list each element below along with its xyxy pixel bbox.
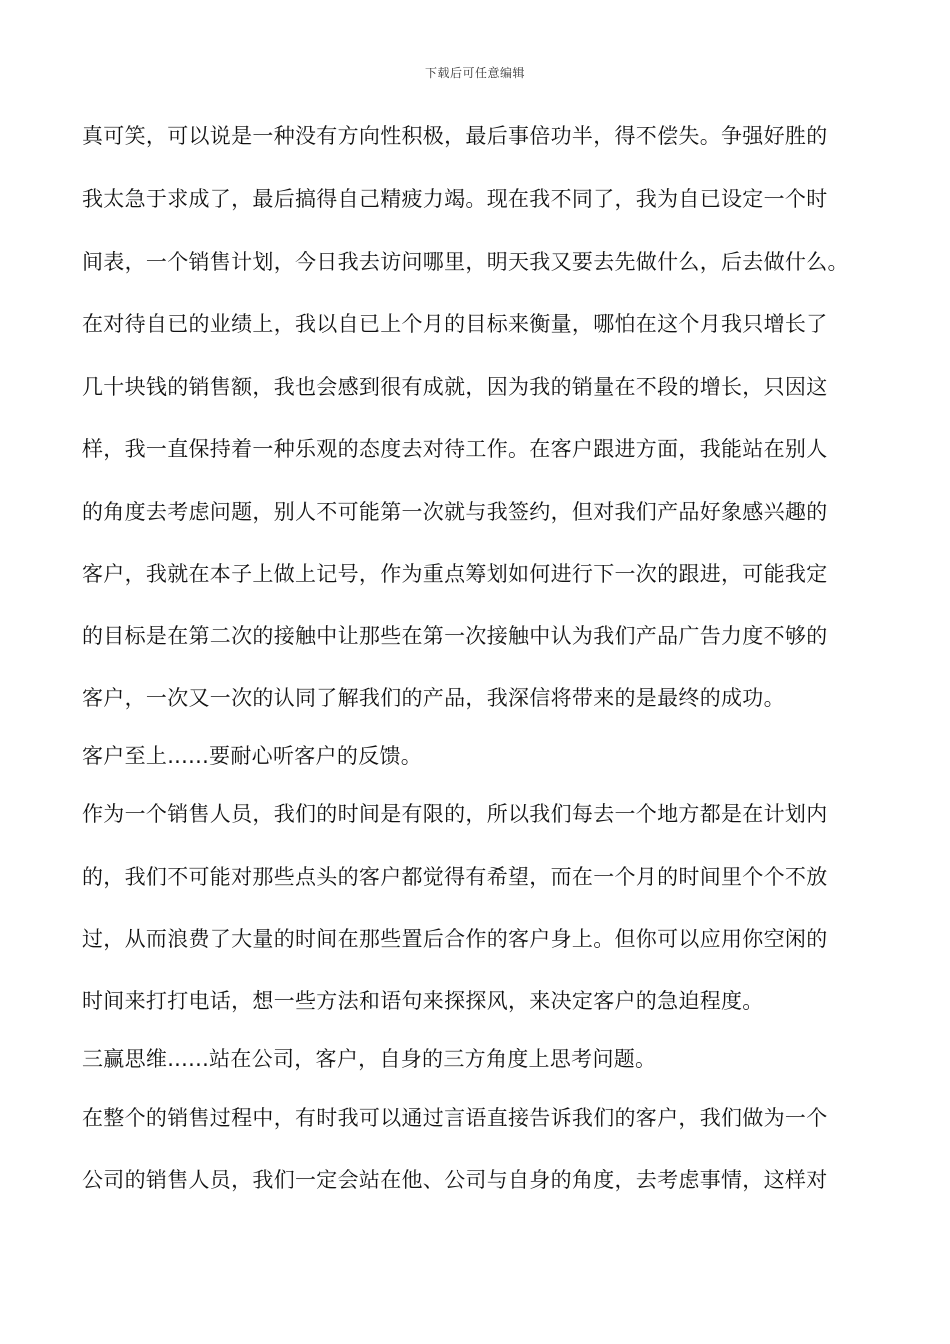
body-line: 公司的销售人员，我们一定会站在他、公司与自身的角度，去考虑事情，这样对 bbox=[82, 1168, 828, 1192]
body-line: 过，从而浪费了大量的时间在那些置后合作的客户身上。但你可以应用你空闲的 bbox=[82, 927, 828, 951]
body-line: 样，我一直保持着一种乐观的态度去对待工作。在客户跟进方面，我能站在别人 bbox=[82, 437, 828, 461]
body-line: 时间来打打电话，想一些方法和语句来探探风，来决定客户的急迫程度。 bbox=[82, 989, 764, 1013]
body-line: 我太急于求成了，最后搞得自己精疲力竭。现在我不同了，我为自已设定一个时 bbox=[82, 187, 828, 211]
body-line: 的目标是在第二次的接触中让那些在第一次接触中认为我们产品广告力度不够的 bbox=[82, 624, 828, 648]
body-line: 作为一个销售人员，我们的时间是有限的，所以我们每去一个地方都是在计划内 bbox=[82, 802, 828, 826]
body-line: 几十块钱的销售额，我也会感到很有成就，因为我的销量在不段的增长，只因这 bbox=[82, 375, 828, 399]
body-line: 间表，一个销售计划，今日我去访问哪里，明天我又要去先做什么，后去做什么。 bbox=[82, 250, 849, 274]
body-line: 客户，我就在本子上做上记号，作为重点筹划如何进行下一次的跟进，可能我定 bbox=[82, 562, 828, 586]
body-line: 真可笑，可以说是一种没有方向性积极，最后事倍功半，得不偿失。争强好胜的 bbox=[82, 124, 828, 148]
body-line: 客户，一次又一次的认同了解我们的产品，我深信将带来的是最终的成功。 bbox=[82, 686, 785, 710]
body-line: 在整个的销售过程中，有时我可以通过言语直接告诉我们的客户，我们做为一个 bbox=[82, 1106, 828, 1130]
header-note: 下载后可任意编辑 bbox=[424, 66, 525, 80]
body-line: 的角度去考虑问题，别人不可能第一次就与我签约，但对我们产品好象感兴趣的 bbox=[82, 500, 828, 524]
section-heading: 三赢思维......站在公司，客户，自身的三方角度上思考问题。 bbox=[82, 1047, 657, 1071]
body-line: 的，我们不可能对那些点头的客户都觉得有希望，而在一个月的时间里个个不放 bbox=[82, 865, 828, 889]
section-heading: 客户至上......要耐心听客户的反馈。 bbox=[82, 744, 423, 768]
body-line: 在对待自已的业绩上，我以自已上个月的目标来衡量，哪怕在这个月我只增长了 bbox=[82, 312, 828, 336]
